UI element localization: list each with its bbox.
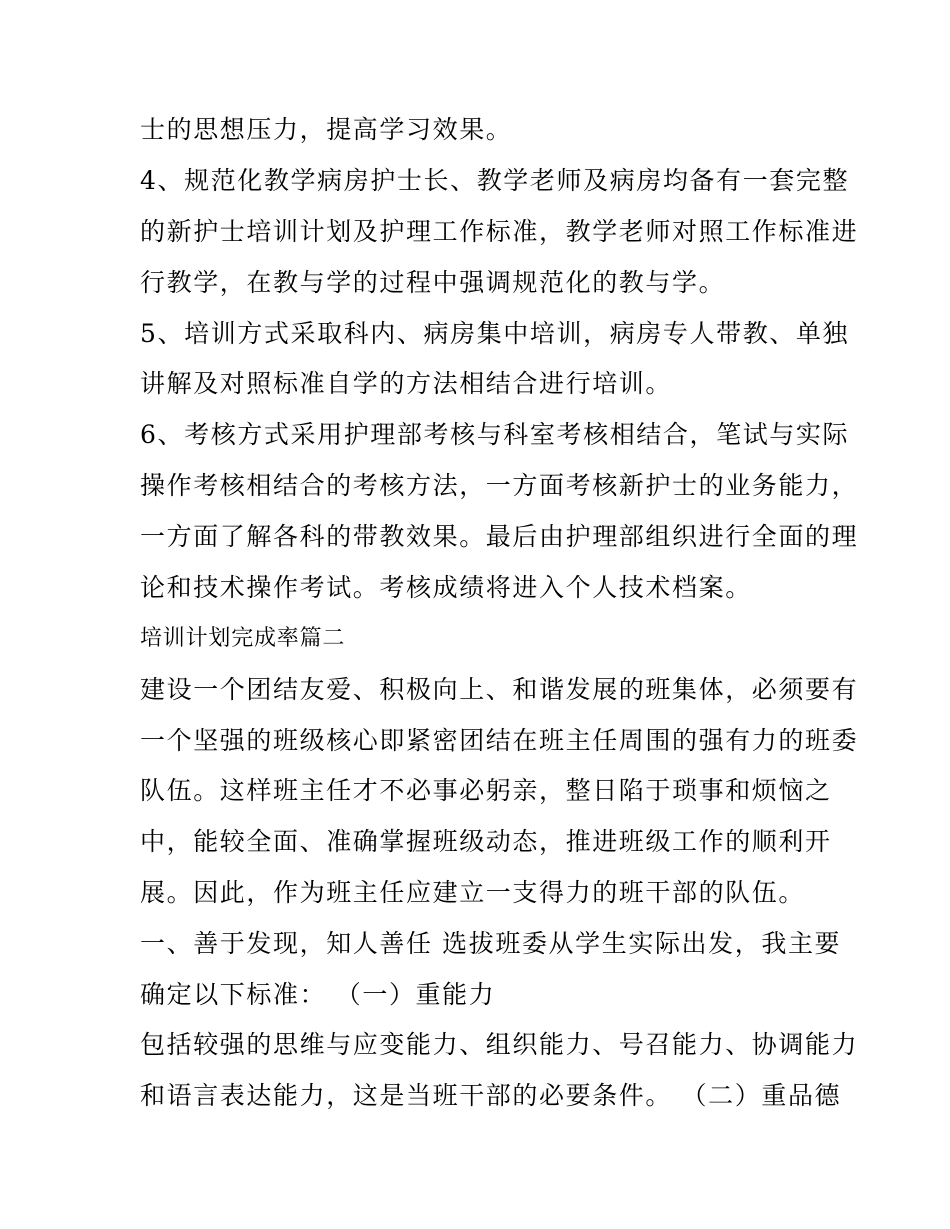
text-line: 论和技术操作考试。考核成绩将进入个人技术档案。 (140, 573, 752, 602)
text-line: 4、规范化教学病房护士长、教学老师及病房均备有一套完整 (140, 166, 850, 195)
section-heading: 培训计划完成率篇二 (140, 626, 346, 651)
text-line: 确定以下标准： （一）重能力 (140, 980, 496, 1009)
text-line: 一、善于发现，知人善任 选拔班委从学生实际出发，我主要 (140, 929, 842, 958)
text-line: 建设一个团结友爱、积极向上、和谐发展的班集体，必须要有 (140, 675, 859, 704)
text-line: 的新护士培训计划及护理工作标准，教学老师对照工作标准进 (140, 217, 859, 246)
text-line: 行教学，在教与学的过程中强调规范化的教与学。 (140, 268, 726, 297)
text-line: 队伍。这样班主任才不必事必躬亲，整日陷于琐事和烦恼之 (140, 776, 832, 805)
text-line: 一个坚强的班级核心即紧密团结在班主任周围的强有力的班委 (140, 726, 859, 755)
text-line: 讲解及对照标准自学的方法相结合进行培训。 (140, 369, 673, 398)
text-line: 操作考核相结合的考核方法，一方面考核新护士的业务能力， (140, 471, 859, 500)
text-line: 中，能较全面、准确掌握班级动态，推进班级工作的顺利开 (140, 827, 832, 856)
text-line: 包括较强的思维与应变能力、组织能力、号召能力、协调能力 (140, 1030, 859, 1059)
text-line: 展。因此，作为班主任应建立一支得力的班干部的队伍。 (140, 878, 806, 907)
text-line: 一方面了解各科的带教效果。最后由护理部组织进行全面的理 (140, 522, 859, 551)
text-line: 6、考核方式采用护理部考核与科室考核相结合，笔试与实际 (140, 420, 850, 449)
text-line: 5、培训方式采取科内、病房集中培训，病房专人带教、单独 (140, 319, 850, 348)
text-line: 士的思想压力，提高学习效果。 (140, 115, 513, 144)
text-line: 和语言表达能力，这是当班干部的必要条件。 （二）重品德 (140, 1081, 842, 1110)
